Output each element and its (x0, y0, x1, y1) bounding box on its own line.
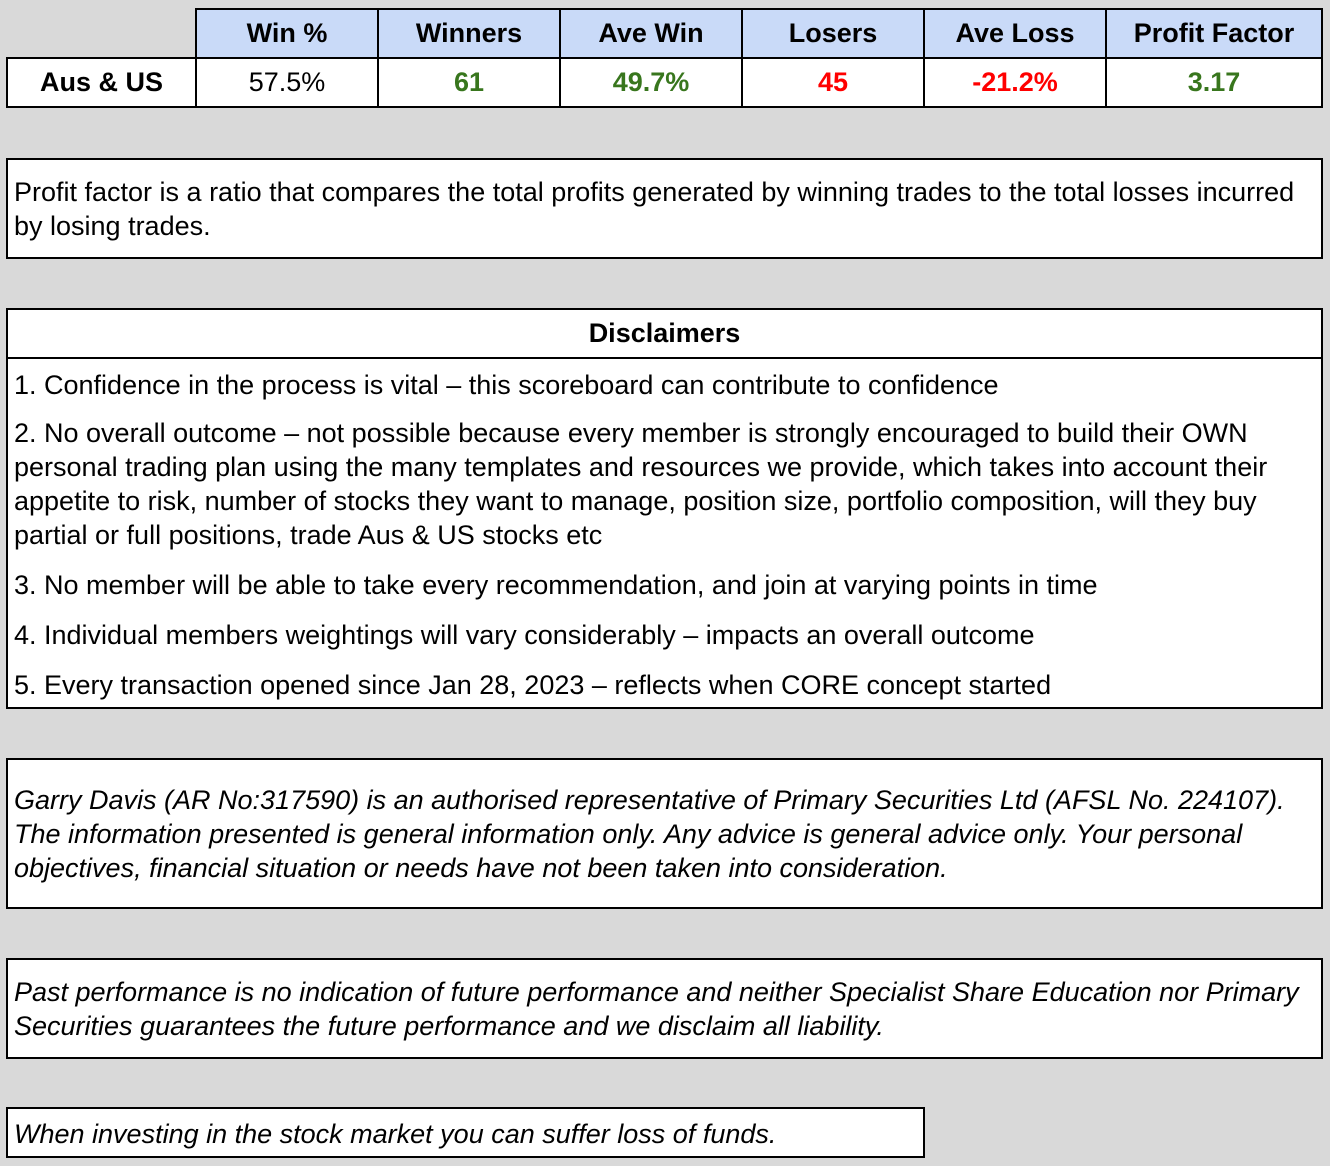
header-winners: Winners (377, 8, 561, 59)
header-ave-win: Ave Win (559, 8, 743, 59)
value-profit-factor: 3.17 (1105, 57, 1323, 108)
loss-warning-text: When investing in the stock market you can suffer loss of funds. (14, 1119, 777, 1149)
value-ave-loss: -21.2% (923, 57, 1107, 108)
profit-factor-note-text: Profit factor is a ratio that compares the total profits generated by winning trades to the total losses incurred by losing trades. (14, 177, 1295, 241)
header-losers: Losers (741, 8, 925, 59)
disclaimers-list (6, 357, 1323, 709)
value-winners: 61 (377, 57, 561, 108)
past-performance-note (6, 958, 1323, 1059)
disclaimer-item-2: 2. No overall outcome – not possible because every member is strongly encouraged to build their OWN personal trading plan using the many templates and resources we provide, which takes into account their appetite to risk, number of stocks they want to manage, position size, portfolio composition, will they buy partial or full positions, trade Aus & US stocks etc (14, 418, 1268, 550)
header-win-pct: Win % (195, 8, 379, 59)
row-label: Aus & US (6, 57, 197, 108)
header-profit-factor: Profit Factor (1105, 8, 1323, 59)
disclaimer-item-4: 4. Individual members weightings will vary considerably – impacts an overall outcome (14, 620, 1035, 650)
authorised-rep-note-text: Garry Davis (AR No:317590) is an authorised representative of Primary Securities Ltd (AFSL No. 224107). The information presented is general information only. Any advice is general advice only. Your personal objectives, financial situation or needs have not been taken into consideration. (14, 785, 1285, 883)
authorised-rep-note (6, 758, 1323, 909)
disclaimer-item-5: 5. Every transaction opened since Jan 28, 2023 – reflects when CORE concept started (14, 670, 1052, 700)
value-losers: 45 (741, 57, 925, 108)
loss-warning (6, 1107, 925, 1158)
past-performance-note-text: Past performance is no indication of future performance and neither Specialist Share Education nor Primary Securities guarantees the future performance and we disclaim all liability. (14, 977, 1299, 1041)
disclaimer-item-1: 1. Confidence in the process is vital – this scoreboard can contribute to confidence (14, 370, 999, 400)
value-win-pct: 57.5% (195, 57, 379, 108)
profit-factor-note (6, 158, 1323, 259)
value-ave-win: 49.7% (559, 57, 743, 108)
disclaimer-item-3: 3. No member will be able to take every recommendation, and join at varying points in time (14, 570, 1098, 600)
disclaimers-title: Disclaimers (6, 308, 1323, 359)
header-ave-loss: Ave Loss (923, 8, 1107, 59)
